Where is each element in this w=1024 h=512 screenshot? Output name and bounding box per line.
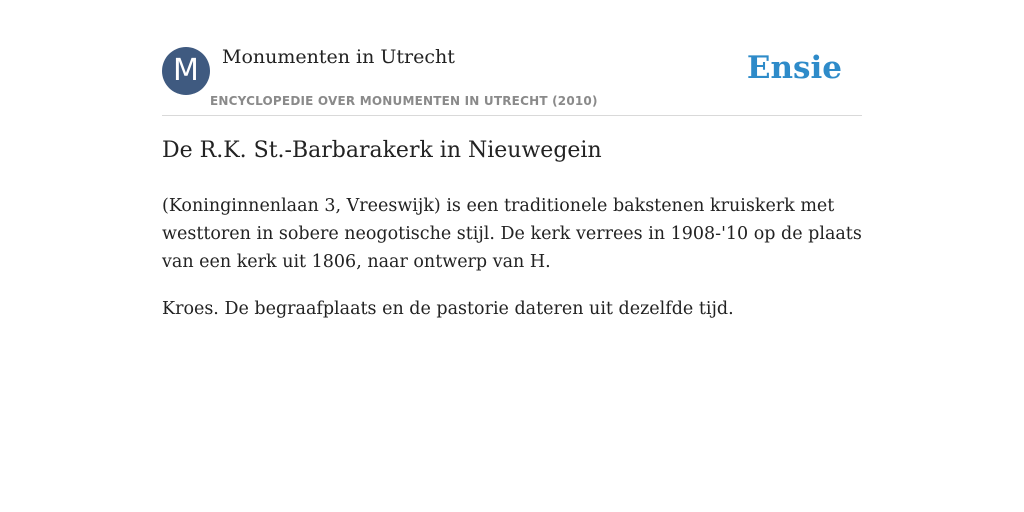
- site-title[interactable]: Monumenten in Utrecht: [222, 46, 455, 68]
- article-paragraph-1: (Koninginnenlaan 3, Vreeswijk) is een traditionele bakstenen kruiskerk met westtoren in sobere neogotische stijl. De kerk verrees in 1908-'10 op de plaats van een kerk uit 1806, naar ontwerp van H.: [162, 196, 862, 272]
- article-title: De R.K. St.-Barbarakerk in Nieuwegein: [162, 138, 602, 163]
- article-paragraph-2: Kroes. De begraafplaats en de pastorie dateren uit dezelfde tijd.: [162, 299, 734, 319]
- ensie-logo-link[interactable]: Ensie: [746, 50, 842, 86]
- header: [162, 42, 862, 116]
- avatar[interactable]: M: [162, 47, 210, 95]
- source-subtitle: ENCYCLOPEDIE OVER MONUMENTEN IN UTRECHT (2010): [210, 94, 598, 108]
